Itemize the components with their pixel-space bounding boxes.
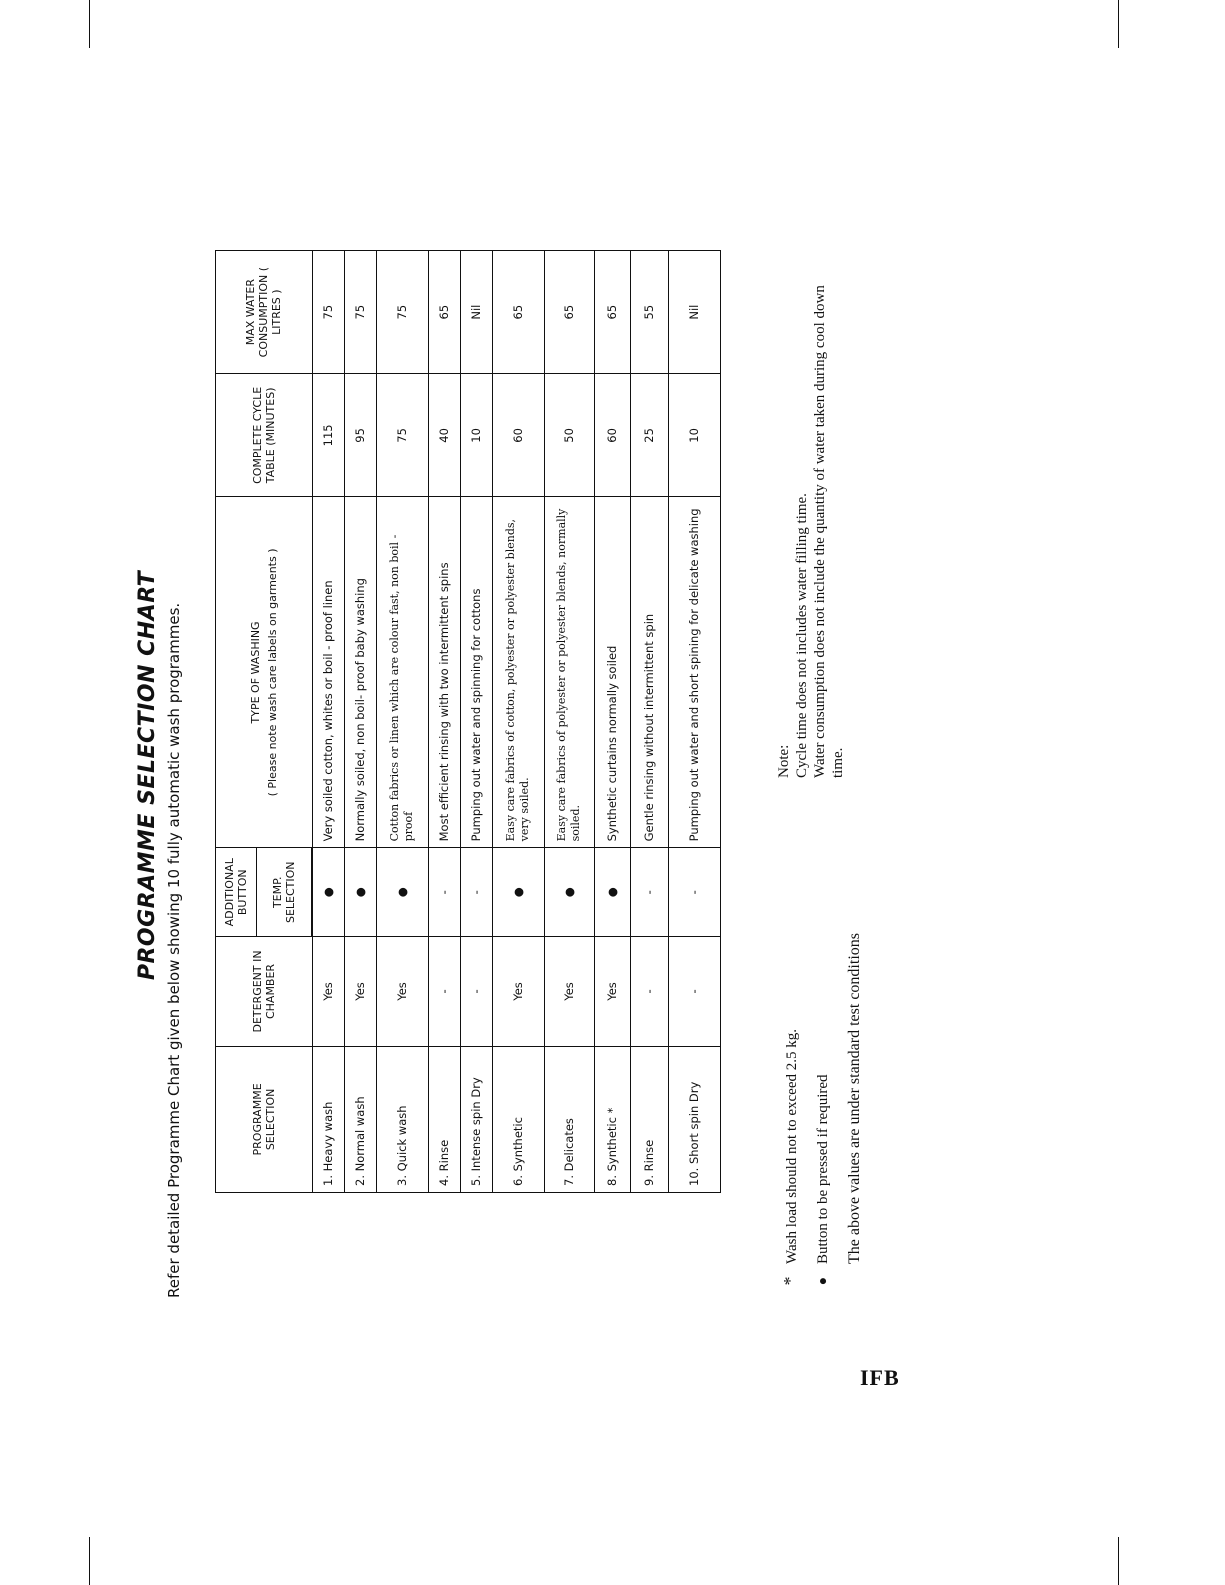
- intro-text: Refer detailed Programme Chart given below showing 10 fully automatic wash programmes.: [165, 602, 183, 1298]
- cell-programme: 2. Normal wash: [344, 1046, 376, 1192]
- cell-cycle-time: 10: [460, 374, 492, 497]
- crop-mark-top-left: [89, 0, 90, 48]
- cell-type-of-washing: Very soiled cotton, whites or boil - proof linen: [312, 497, 344, 848]
- bullet-dot-icon: ●: [816, 1276, 831, 1286]
- cell-detergent: -: [668, 937, 720, 1047]
- cell-temp-selection: ●: [312, 848, 344, 937]
- cell-cycle-time: 75: [376, 374, 428, 497]
- header-type-of-washing: [216, 497, 313, 848]
- cell-programme: 6. Synthetic: [492, 1046, 544, 1192]
- cell-water-consumption: Nil: [668, 251, 720, 374]
- table-row: [594, 251, 630, 1193]
- cell-programme: 4. Rinse: [428, 1046, 460, 1192]
- table-row: [492, 251, 544, 1193]
- header-cycle-time: COMPLETE CYCLE TABLE (MINUTES): [216, 374, 313, 497]
- cell-cycle-time: 25: [630, 374, 668, 497]
- asterisk-icon: *: [780, 1276, 800, 1286]
- cell-detergent: Yes: [376, 937, 428, 1047]
- footnote-dot: [808, 933, 839, 1298]
- cell-water-consumption: 75: [344, 251, 376, 374]
- cell-cycle-time: 115: [312, 374, 344, 497]
- cell-type-of-washing: Most efficient rinsing with two intermittent spins: [428, 497, 460, 848]
- cell-type-of-washing: Pumping out water and short spining for delicate washing: [668, 497, 720, 848]
- header-programme: PROGRAMME SELECTION: [216, 1046, 313, 1192]
- cell-detergent: -: [630, 937, 668, 1047]
- cell-type-of-washing: Pumping out water and spinning for cottons: [460, 497, 492, 848]
- cell-temp-selection: ●: [376, 848, 428, 937]
- cell-detergent: Yes: [492, 937, 544, 1047]
- header-type-subtitle: ( Please note wash care labels on garments ): [265, 548, 279, 797]
- cell-programme: 5. Intense spin Dry: [460, 1046, 492, 1192]
- cell-water-consumption: 75: [312, 251, 344, 374]
- cell-detergent: -: [428, 937, 460, 1047]
- cell-cycle-time: 50: [544, 374, 594, 497]
- cell-detergent: Yes: [594, 937, 630, 1047]
- cell-programme: 1. Heavy wash: [312, 1046, 344, 1192]
- cell-water-consumption: 65: [428, 251, 460, 374]
- crop-mark-bottom-right: [1118, 1537, 1119, 1585]
- header-detergent: DETERGENT IN CHAMBER: [216, 937, 313, 1047]
- cell-programme: 3. Quick wash: [376, 1046, 428, 1192]
- cell-type-of-washing: Easy care fabrics of polyester or polyester blends, normally soiled.: [544, 497, 594, 848]
- cell-temp-selection: ●: [594, 848, 630, 937]
- cell-type-of-washing: Synthetic curtains normally soiled: [594, 497, 630, 848]
- header-temp-selection: TEMP. SELECTION: [257, 848, 313, 937]
- cell-temp-selection: ●: [544, 848, 594, 937]
- table-row: [630, 251, 668, 1193]
- cell-temp-selection: -: [630, 848, 668, 937]
- cell-water-consumption: 65: [544, 251, 594, 374]
- cell-type-of-washing: Normally soiled, non boil- proof baby washing: [344, 497, 376, 848]
- cell-type-of-washing: Easy care fabrics of cotton, polyester or polyester blends, very soiled.: [492, 497, 544, 848]
- table-row: [312, 251, 344, 1193]
- cell-programme: 9. Rinse: [630, 1046, 668, 1192]
- note-line-2: Water consumption does not include the quantity of water taken during cool down time.: [812, 285, 846, 778]
- page-title: PROGRAMME SELECTION CHART: [135, 570, 160, 981]
- programme-table: [215, 250, 721, 1193]
- note-block: [775, 253, 847, 778]
- cell-detergent: Yes: [544, 937, 594, 1047]
- note-line-1: Cycle time does not includes water filling time.: [794, 493, 810, 778]
- cell-water-consumption: 65: [594, 251, 630, 374]
- footnote-star-text: Wash load should not to exceed 2.5 kg.: [784, 1029, 800, 1264]
- table-row: [460, 251, 492, 1193]
- rotated-page-content: [135, 253, 935, 1298]
- crop-mark-top-right: [1118, 0, 1119, 48]
- cell-temp-selection: ●: [344, 848, 376, 937]
- cell-type-of-washing: Gentle rinsing without intermittent spin: [630, 497, 668, 848]
- cell-programme: 7. Delicates: [544, 1046, 594, 1192]
- cell-cycle-time: 10: [668, 374, 720, 497]
- footnotes: [775, 933, 870, 1298]
- cell-type-of-washing: Cotton fabrics or linen which are colour fast, non boil - proof: [376, 497, 428, 848]
- cell-cycle-time: 60: [492, 374, 544, 497]
- cell-water-consumption: Nil: [460, 251, 492, 374]
- cell-water-consumption: 65: [492, 251, 544, 374]
- footnote-dot-text: Button to be pressed if required: [815, 1074, 831, 1264]
- footnote-star: [775, 933, 808, 1298]
- brand-logo: IFB: [860, 1365, 900, 1390]
- cell-programme: 10. Short spin Dry: [668, 1046, 720, 1192]
- cell-water-consumption: 55: [630, 251, 668, 374]
- table-row: [428, 251, 460, 1193]
- table-row: [668, 251, 720, 1193]
- cell-temp-selection: -: [460, 848, 492, 937]
- footnote-conditions: The above values are under standard test conditions: [846, 933, 863, 1264]
- cell-cycle-time: 95: [344, 374, 376, 497]
- cell-temp-selection: -: [668, 848, 720, 937]
- table-row: [376, 251, 428, 1193]
- header-type-title: TYPE OF WASHING: [248, 621, 262, 724]
- cell-temp-selection: ●: [492, 848, 544, 937]
- table-row: [544, 251, 594, 1193]
- cell-temp-selection: -: [428, 848, 460, 937]
- cell-detergent: Yes: [344, 937, 376, 1047]
- cell-water-consumption: 75: [376, 251, 428, 374]
- cell-cycle-time: 40: [428, 374, 460, 497]
- header-additional-button: ADDITIONAL BUTTON: [216, 848, 257, 937]
- cell-detergent: Yes: [312, 937, 344, 1047]
- cell-detergent: -: [460, 937, 492, 1047]
- cell-cycle-time: 60: [594, 374, 630, 497]
- cell-programme: 8. Synthetic *: [594, 1046, 630, 1192]
- note-label: Note:: [776, 744, 792, 778]
- header-water-consumption: MAX WATER CONSUMPTION ( LITRES ): [216, 251, 313, 374]
- table-row: [344, 251, 376, 1193]
- crop-mark-bottom-left: [89, 1537, 90, 1585]
